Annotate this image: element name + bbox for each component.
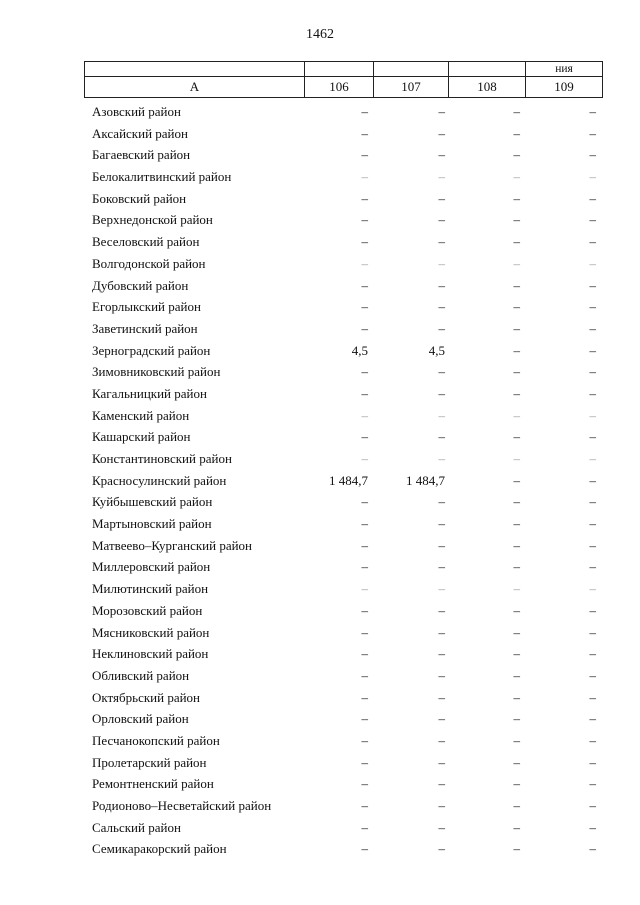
district-name: Волгодонской район	[92, 255, 206, 271]
table-row	[84, 209, 602, 231]
cell-col-109: –	[589, 754, 596, 770]
district-name: Егорлыкский район	[92, 299, 201, 315]
cell-col-106: –	[361, 689, 368, 705]
cell-col-109: –	[589, 624, 596, 640]
cell-col-109: –	[589, 104, 596, 119]
cell-col-107: –	[438, 407, 445, 423]
cell-col-108: –	[513, 559, 520, 575]
cell-col-106: –	[361, 429, 368, 445]
table-row	[84, 730, 602, 752]
table-row	[84, 556, 602, 578]
cell-col-108: –	[513, 104, 520, 119]
cell-col-106: –	[361, 255, 368, 271]
cell-col-108: –	[513, 754, 520, 770]
cell-col-106: –	[361, 819, 368, 835]
table-row	[84, 144, 602, 166]
cell-col-108: –	[513, 320, 520, 336]
district-name: Заветинский район	[92, 320, 198, 336]
table-row	[84, 318, 602, 340]
cell-col-109: –	[589, 364, 596, 380]
cell-col-107: –	[438, 841, 445, 857]
cell-col-106: –	[361, 776, 368, 792]
cell-col-109: –	[589, 451, 596, 466]
column-header-108: 108	[449, 77, 526, 98]
cell-col-106: –	[361, 277, 368, 293]
cell-col-106: –	[361, 624, 368, 640]
table-row	[84, 405, 602, 427]
cell-col-108: –	[513, 711, 520, 727]
cell-col-106: –	[361, 602, 368, 618]
cell-col-109: –	[589, 342, 596, 358]
cell-col-108: –	[513, 798, 520, 813]
cell-col-108: –	[513, 581, 520, 597]
district-name: Красносулинский район	[92, 472, 227, 488]
cell-col-109: –	[589, 819, 596, 835]
header-top-cell	[85, 62, 305, 77]
cell-col-107: –	[438, 516, 445, 532]
header-top-cell	[374, 62, 449, 77]
cell-col-109: –	[589, 841, 596, 857]
cell-col-108: –	[513, 385, 520, 401]
cell-col-107: –	[438, 125, 445, 141]
district-name: Матвеево–Курганский район	[92, 537, 253, 553]
cell-col-106: –	[361, 147, 368, 163]
cell-col-106: –	[361, 537, 368, 553]
table-row	[84, 795, 602, 817]
cell-col-109: –	[589, 147, 596, 163]
district-name: Аксайский район	[92, 125, 188, 141]
cell-col-106: –	[361, 494, 368, 510]
cell-col-109: –	[589, 711, 596, 727]
cell-col-109: –	[589, 667, 596, 683]
cell-col-108: –	[513, 147, 520, 163]
table-row	[84, 296, 602, 318]
cell-col-107: –	[438, 429, 445, 445]
district-name: Морозовский район	[92, 602, 203, 618]
table-row	[84, 752, 602, 774]
table-row	[84, 535, 602, 557]
cell-col-109: –	[589, 190, 596, 206]
cell-col-107: 4,5	[428, 342, 445, 358]
district-name: Семикаракорский район	[92, 841, 227, 857]
cell-col-108: –	[513, 841, 520, 857]
cell-col-108: –	[513, 429, 520, 445]
district-name: Октябрьский район	[92, 689, 200, 705]
table-row	[84, 838, 602, 860]
cell-col-106: –	[361, 754, 368, 770]
cell-col-107: –	[438, 299, 445, 315]
cell-col-106: –	[361, 407, 368, 423]
cell-col-107: –	[438, 602, 445, 618]
cell-col-109: –	[589, 320, 596, 336]
cell-col-108: –	[513, 776, 520, 792]
table-row	[84, 578, 602, 600]
table-row	[84, 340, 602, 362]
cell-col-109: –	[589, 537, 596, 553]
cell-col-107: –	[438, 711, 445, 727]
district-name: Боковский район	[92, 190, 187, 206]
cell-col-109: –	[589, 429, 596, 445]
cell-col-106: –	[361, 516, 368, 532]
cell-col-109: –	[589, 169, 596, 185]
district-name: Орловский район	[92, 711, 189, 727]
cell-col-109: –	[589, 125, 596, 141]
column-header-a: А	[85, 77, 305, 98]
table-row	[84, 708, 602, 730]
cell-col-108: –	[513, 537, 520, 553]
cell-col-106: –	[361, 125, 368, 141]
cell-col-109: –	[589, 299, 596, 315]
header-top-cell: ния	[526, 62, 603, 77]
page-number: 1462	[306, 27, 334, 42]
cell-col-109: –	[589, 407, 596, 423]
cell-col-108: –	[513, 689, 520, 705]
cell-col-106: 1 484,7	[329, 472, 368, 488]
table-row	[84, 773, 602, 795]
cell-col-108: –	[513, 364, 520, 380]
cell-col-109: –	[589, 516, 596, 532]
header-top-row	[85, 62, 603, 77]
cell-col-108: –	[513, 451, 520, 466]
table-row	[84, 491, 602, 513]
cell-col-107: –	[438, 234, 445, 250]
cell-col-107: –	[438, 364, 445, 380]
cell-col-107: –	[438, 537, 445, 553]
district-name: Мартыновский район	[92, 516, 212, 532]
table-row	[84, 361, 602, 383]
district-name: Неклиновский район	[92, 646, 209, 662]
table-row	[84, 470, 602, 492]
district-name: Зерноградский район	[92, 342, 211, 358]
table-row	[84, 188, 602, 210]
cell-col-107: –	[438, 494, 445, 510]
cell-col-106: –	[361, 798, 368, 813]
cell-col-108: –	[513, 516, 520, 532]
header-top-cell	[449, 62, 526, 77]
cell-col-107: –	[438, 819, 445, 835]
cell-col-106: –	[361, 364, 368, 380]
cell-col-106: –	[361, 646, 368, 662]
cell-col-107: –	[438, 581, 445, 597]
district-name: Кашарский район	[92, 429, 191, 445]
cell-col-107: –	[438, 169, 445, 185]
cell-col-107: –	[438, 385, 445, 401]
district-name: Милютинский район	[92, 581, 209, 597]
cell-col-107: –	[438, 255, 445, 271]
district-name: Родионово–Несветайский район	[92, 798, 272, 813]
table-row	[84, 600, 602, 622]
column-header-109: 109	[526, 77, 603, 98]
cell-col-106: –	[361, 169, 368, 185]
cell-col-109: –	[589, 798, 596, 813]
cell-col-106: –	[361, 667, 368, 683]
district-name: Константиновский район	[92, 451, 232, 466]
district-name: Зимовниковский район	[92, 364, 221, 380]
cell-col-107: –	[438, 798, 445, 813]
cell-col-109: –	[589, 559, 596, 575]
district-name: Веселовский район	[92, 234, 200, 250]
cell-col-108: –	[513, 299, 520, 315]
cell-col-107: –	[438, 320, 445, 336]
district-name: Пролетарский район	[92, 754, 207, 770]
cell-col-107: –	[438, 451, 445, 466]
cell-col-106: –	[361, 212, 368, 228]
cell-col-107: –	[438, 277, 445, 293]
cell-col-108: –	[513, 255, 520, 271]
cell-col-107: –	[438, 147, 445, 163]
cell-col-108: –	[513, 407, 520, 423]
table-row	[84, 383, 602, 405]
cell-col-107: –	[438, 754, 445, 770]
cell-col-108: –	[513, 602, 520, 618]
cell-col-109: –	[589, 602, 596, 618]
district-name: Дубовский район	[92, 277, 189, 293]
district-name: Верхнедонской район	[92, 212, 213, 228]
cell-col-109: –	[589, 255, 596, 271]
cell-col-106: –	[361, 190, 368, 206]
table-row	[84, 231, 602, 253]
table-row	[84, 687, 602, 709]
cell-col-106: –	[361, 234, 368, 250]
table-row	[84, 123, 602, 145]
district-name: Сальский район	[92, 819, 181, 835]
cell-col-107: –	[438, 776, 445, 792]
district-name: Мясниковский район	[92, 624, 210, 640]
district-name: Куйбышевский район	[92, 494, 213, 510]
district-name: Песчанокопский район	[92, 732, 220, 748]
table-body	[84, 101, 602, 860]
cell-col-108: –	[513, 277, 520, 293]
cell-col-106: –	[361, 581, 368, 597]
cell-col-108: –	[513, 169, 520, 185]
table-row	[84, 622, 602, 644]
cell-col-108: –	[513, 212, 520, 228]
cell-col-107: –	[438, 624, 445, 640]
cell-col-106: –	[361, 299, 368, 315]
cell-col-109: –	[589, 472, 596, 488]
table-row	[84, 643, 602, 665]
table-header	[84, 61, 603, 98]
cell-col-108: –	[513, 342, 520, 358]
header-label-row	[85, 77, 603, 98]
cell-col-108: –	[513, 646, 520, 662]
cell-col-108: –	[513, 190, 520, 206]
table-row	[84, 426, 602, 448]
cell-col-107: –	[438, 212, 445, 228]
column-header-106: 106	[305, 77, 374, 98]
district-name: Азовский район	[92, 104, 181, 119]
cell-col-108: –	[513, 667, 520, 683]
cell-col-107: –	[438, 689, 445, 705]
cell-col-109: –	[589, 494, 596, 510]
cell-col-106: 4,5	[351, 342, 368, 358]
district-name: Ремонтненский район	[92, 776, 214, 792]
header-top-cell	[305, 62, 374, 77]
table-row	[84, 817, 602, 839]
cell-col-107: 1 484,7	[406, 472, 445, 488]
cell-col-109: –	[589, 776, 596, 792]
cell-col-107: –	[438, 667, 445, 683]
district-name: Обливский район	[92, 667, 190, 683]
district-name: Багаевский район	[92, 147, 191, 163]
cell-col-108: –	[513, 125, 520, 141]
cell-col-107: –	[438, 646, 445, 662]
table-row	[84, 275, 602, 297]
cell-col-106: –	[361, 320, 368, 336]
table-row	[84, 101, 602, 123]
cell-col-106: –	[361, 559, 368, 575]
cell-col-109: –	[589, 385, 596, 401]
district-name: Каменский район	[92, 407, 190, 423]
cell-col-109: –	[589, 277, 596, 293]
cell-col-109: –	[589, 646, 596, 662]
cell-col-109: –	[589, 732, 596, 748]
cell-col-106: –	[361, 732, 368, 748]
table-row	[84, 513, 602, 535]
cell-col-106: –	[361, 841, 368, 857]
cell-col-106: –	[361, 385, 368, 401]
cell-col-106: –	[361, 711, 368, 727]
cell-col-109: –	[589, 581, 596, 597]
cell-col-107: –	[438, 559, 445, 575]
cell-col-109: –	[589, 689, 596, 705]
district-name: Миллеровский район	[92, 559, 211, 575]
cell-col-107: –	[438, 732, 445, 748]
cell-col-106: –	[361, 451, 368, 466]
table-row	[84, 665, 602, 687]
table-row	[84, 166, 602, 188]
cell-col-109: –	[589, 212, 596, 228]
cell-col-106: –	[361, 104, 368, 119]
district-name: Белокалитвинский район	[92, 169, 232, 185]
table-row	[84, 448, 602, 470]
cell-col-108: –	[513, 472, 520, 488]
column-header-107: 107	[374, 77, 449, 98]
cell-col-108: –	[513, 732, 520, 748]
cell-col-108: –	[513, 234, 520, 250]
cell-col-108: –	[513, 494, 520, 510]
district-name: Кагальницкий район	[92, 385, 207, 401]
cell-col-108: –	[513, 819, 520, 835]
cell-col-109: –	[589, 234, 596, 250]
cell-col-108: –	[513, 624, 520, 640]
cell-col-107: –	[438, 190, 445, 206]
table-row	[84, 253, 602, 275]
cell-col-107: –	[438, 104, 445, 119]
